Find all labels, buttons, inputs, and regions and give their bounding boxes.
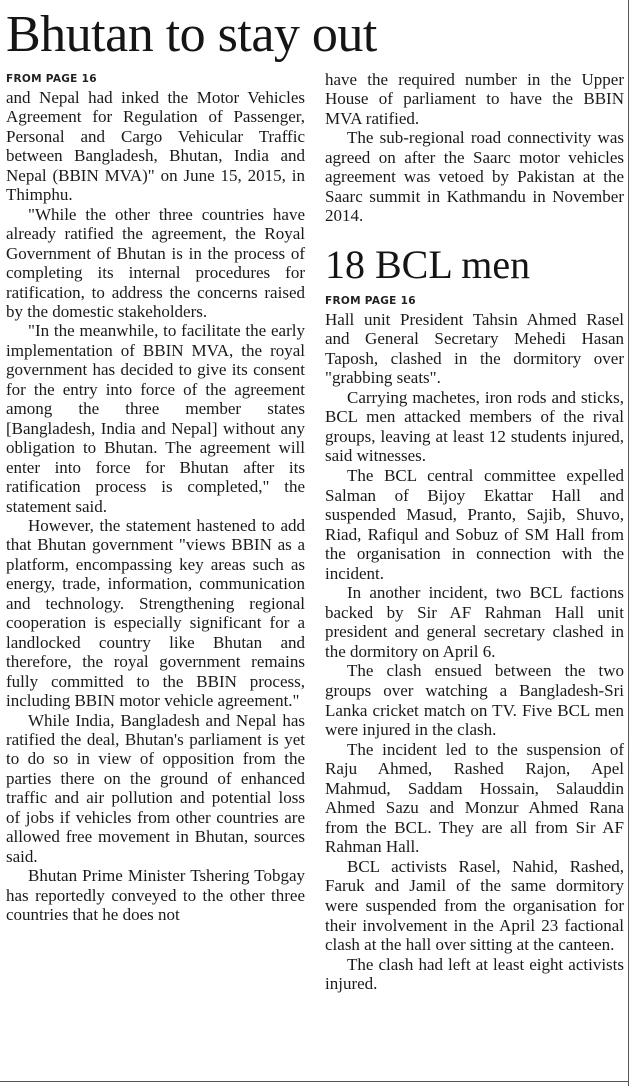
article-headline-bhutan: Bhutan to stay out — [6, 6, 377, 63]
paragraph: Hall unit President Tahsin Ahmed Rasel and General Secretary Mehedi Hasan Taposh, clashed in the dormitory over "grabbing seats". — [325, 309, 624, 388]
paragraph: The clash had left at least eight activists injured. — [325, 954, 624, 994]
paragraph: Bhutan Prime Minister Tshering Tobgay has reportedly conveyed to the other three countries that he does not — [6, 866, 305, 925]
paragraph: "In the meanwhile, to facilitate the early implementation of BBIN MVA, the royal government has decided to give its consent for the entry into force of the agreement among the three member states [Bangladesh, India and Nepal] without any obligation to Bhutan. The agreement will enter into force for Bhutan after its ratification process is completed," the statement said. — [6, 321, 305, 516]
paragraph: Carrying machetes, iron rods and sticks, BCL men attacked members of the rival groups, leaving at least 12 students injured, said witnesses. — [325, 387, 624, 466]
paragraph: and Nepal had inked the Motor Vehicles Agreement for Regulation of Passenger, Personal and Cargo Vehicular Traffic between Bangladesh, Bhutan, India and Nepal (BBIN MVA)" on June 15, 2015, in Thimphu. — [6, 88, 305, 205]
column-left — [6, 70, 305, 924]
paragraph: While India, Bangladesh and Nepal has ratified the deal, Bhutan's parliament is yet to do so in view of opposition from the parties there on the ground of enhanced traffic and air pollution and potential loss of jobs if vehicles from other countries are allowed free movement in Bhutan, sources said. — [6, 710, 305, 866]
article-body-bcl — [325, 310, 624, 994]
paragraph: The clash ensued between the two groups over watching a Bangladesh-Sri Lanka cricket match on TV. Five BCL men were injured in the clash. — [325, 661, 624, 740]
paragraph: "While the other three countries have already ratified the agreement, the Royal Government of Bhutan is in the process of completing its internal procedures for ratification, to address the concerns raised by the domestic stakeholders. — [6, 204, 305, 321]
right-border-rule — [628, 0, 629, 1086]
jump-label-bcl: FROM PAGE 16 — [325, 294, 416, 307]
paragraph: In another incident, two BCL factions backed by Sir AF Rahman Hall unit president and general secretary clashed in the dormitory on April 6. — [325, 583, 624, 661]
bottom-border-rule — [0, 1081, 629, 1082]
paragraph: have the required number in the Upper House of parliament to have the BBIN MVA ratified. — [325, 70, 624, 128]
article-headline-bcl: 18 BCL men — [325, 241, 531, 287]
paragraph: BCL activists Rasel, Nahid, Rashed, Faruk and Jamil of the same dormitory were suspended from the organisation for their involvement in the April 23 factional clash at the hall over sitting at the canteen. — [325, 856, 624, 955]
paragraph: The BCL central committee expelled Salman of Bijoy Ekattar Hall and suspended Masud, Pranto, Sajib, Shuvo, Riad, Rafiqul and Sobuz of SM Hall from the organisation in connection with the incident. — [325, 466, 624, 583]
jump-label-bhutan: FROM PAGE 16 — [6, 73, 97, 85]
paragraph: However, the statement hastened to add that Bhutan government "views BBIN as a platform, encompassing key areas such as energy, trade, information, communication and technology. Strengthening regional cooperation is especially significant for a landlocked country like Bhutan and therefore, the royal government remains fully committed to the BBIN process, including BBIN motor vehicle agreement." — [6, 515, 305, 711]
column-right — [325, 70, 624, 994]
paragraph: The sub-regional road connectivity was agreed on after the Saarc motor vehicles agreement was vetoed by Pakistan at the Saarc summit in Kathmandu in November 2014. — [325, 128, 624, 226]
paragraph: The incident led to the suspension of Raju Ahmed, Rashed Rajon, Apel Mahmud, Saddam Hossain, Salauddin Ahmed Sazu and Monzur Ahmed Rana from the BCL. They are all from Sir AF Rahman Hall. — [325, 739, 624, 857]
